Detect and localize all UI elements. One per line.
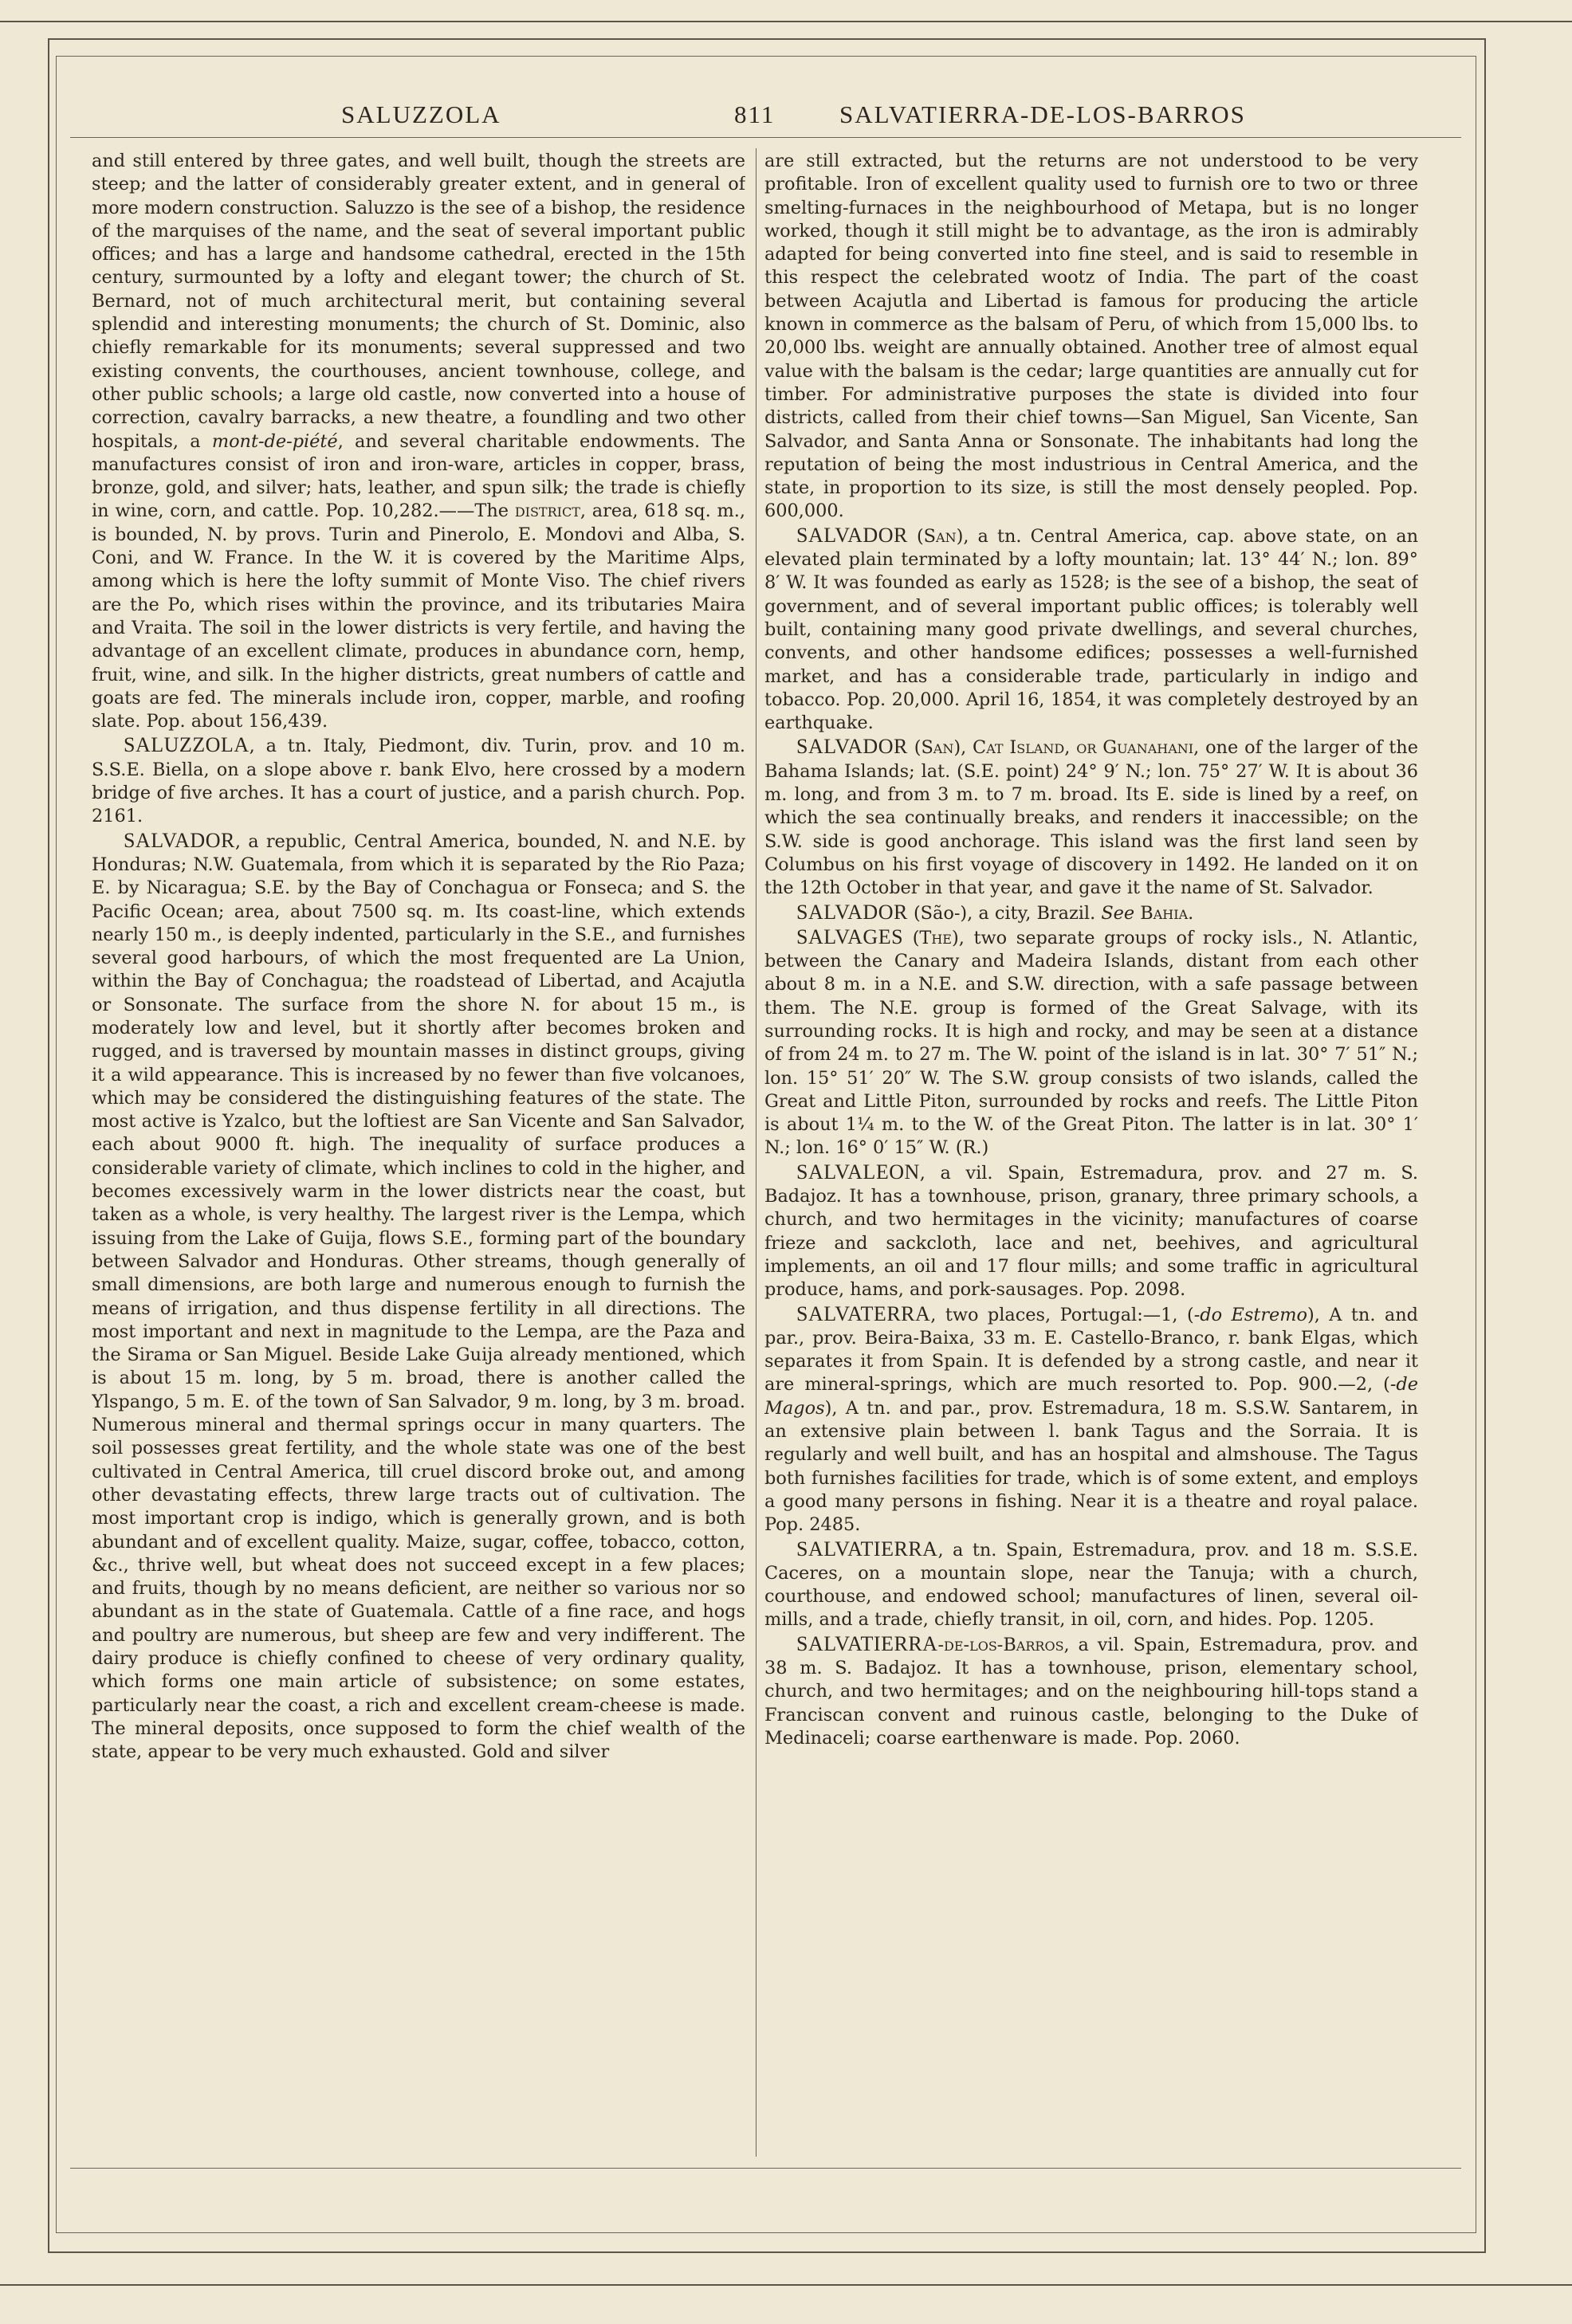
- salvador-continuation: are still extracted, but the returns are not understood to be very profitable. Iron of excellent quality used to furnish ore to two or three smelting-furnaces in the neighbourhood of Metapa, but is no longer worked, though it still might be to advantage, as the iron is admirably adapted for being converted into fine steel, and is said to resemble in this respect the celebrated wootz of India. The part of the coast between Acajutla and Libertad is famous for producing the article known in commerce as the balsam of Peru, of which from 15,000 lbs. to 20,000 lbs. weight are annually obtained. Another tree of almost equal value with the balsam is the cedar; large quantities are annually cut for timber. For administrative purposes the state is divided into four districts, called from their chief towns—San Miguel, San Vicente, San Salvador, and Santa Anna or Sonsonate. The inhabitants had long the reputation of being the most industrious in Central America, and the state, in proportion to its size, is still the most densely peopled. Pop. 600,000.: [764, 151, 1418, 522]
- entry-saluzzola: SALUZZOLA, a tn. Italy, Piedmont, div. Turin, prov. and 10 m. S.S.E. Biella, on a slope above r. bank Elvo, here crossed by a modern bridge of five arches. It has a court of justice, and a parish church. Pop. 2161.: [92, 733, 745, 827]
- right-column: [764, 150, 1418, 2158]
- header-left-word: SALUZZOLA: [341, 100, 501, 128]
- header-right-word: SALVATIERRA-DE-LOS-BARROS: [839, 100, 1246, 128]
- headword: SALVATIERRA: [796, 1631, 938, 1655]
- headword: SALVAGES: [796, 924, 904, 948]
- entry-salvatierra: SALVATIERRA, a tn. Spain, Estremadura, prov. and 18 m. S.S.E. Caceres, on a mountain slope, near the Tanuja; with a church, courthouse, and endowed school; manufactures of linen, several oil-mills, and a trade, chiefly transit, in oil, corn, and hides. Pop. 1205.: [764, 1537, 1418, 1631]
- page-number: 811: [734, 100, 776, 128]
- left-column: [92, 150, 745, 2158]
- headword: SALVADOR: [796, 735, 908, 759]
- headword: SALVADOR: [124, 828, 235, 852]
- entry-san-salvador: SALVADOR (San), a tn. Central America, cap. above state, on an elevated plain terminated by a lofty mountain; lat. 13° 44′ N.; lon. 89° 8′ W. It was founded as early as 1528; is the see of a bishop, the seat of government, and of several important public offices; is tolerably well built, containing many good private dwellings, and several churches, convents, and other handsome edifices; possesses a well-furnished market, and has a considerable trade, particularly in indigo and tobacco. Pop. 20,000. April 16, 1854, it was completely destroyed by an earthquake.: [764, 523, 1418, 734]
- entry-salvador-republic: SALVADOR, a republic, Central America, bounded, N. and N.E. by Honduras; N.W. Guatemala, from which it is separated by the Rio Paza; E. by Nicaragua; S.E. by the Bay of Conchagua or Fonseca; and S. the Pacific Ocean; area, about 7500 sq. m. Its coast-line, which extends nearly 150 m., is deeply indented, particularly in the S.E., and furnishes several good harbours, of which the most frequented are La Union, within the Bay of Conchagua; the roadstead of Libertad, and Acajutla or Sonsonate. The surface from the shore N. for about 15 m., is moderately low and level, but it shortly after becomes broken and rugged, and is traversed by mountain masses in distinct groups, giving it a wild appearance. This is increased by no fewer than five volcanoes, which may be considered the distinguishing features of the state. The most active is Yzalco, but the loftiest are San Vicente and San Salvador, each about 9000 ft. high. The inequality of surface produces a considerable variety of climate, which inclines to cold in the higher, and becomes excessively warm in the lower districts near the coast, but taken as a whole, is very healthy. The largest river is the Lempa, which issuing from the Lake of Guija, flows S.E., forming part of the boundary between Salvador and Honduras. Other streams, though generally of small dimensions, are both large and numerous enough to furnish the means of irrigation, and thus dispense fertility in all directions. The most important and next in magnitude to the Lempa, are the Paza and the Sirama or San Miguel. Beside Lake Guija already mentioned, which is about 15 m. long, by 5 m. broad, there is another called the Ylspango, 5 m. E. of the town of San Salvador, 9 m. long, by 3 m. broad. Numerous mineral and thermal springs occur in many quarters. The soil possesses great fertility, and the whole state was one of the best cultivated in Central America, till cruel discord broke out, and among other devastating effects, threw large tracts out of cultivation. The most important crop is indigo, which is generally grown, and is both abundant and of excellent quality. Maize, sugar, coffee, tobacco, cotton, &c., thrive well, but wheat does not succeed except in a few places; and fruits, though by no means deficient, are neither so various nor so abundant as in the state of Guatemala. Cattle of a fine race, and hogs and poultry are numerous, but sheep are few and very indifferent. The dairy produce is chiefly confined to cheese of very ordinary quality, which forms one main article of subsistence; on some estates, particularly near the coast, a rich and excellent cream-cheese is made. The mineral deposits, once supposed to form the chief wealth of the state, appear to be very much exhausted. Gold and silver: [92, 828, 745, 1763]
- bottom-border-rule: [0, 2284, 1572, 2286]
- header-rule: [70, 137, 1461, 138]
- headword: SALVALEON: [796, 1160, 920, 1184]
- headword: SALVATERRA: [796, 1301, 931, 1325]
- entry-salvaterra: SALVATERRA, two places, Portugal:—1, (-do Estremo), A tn. and par., prov. Beira-Baixa, 33 m. E. Castello-Branco, r. bank Elgas, which separates it from Spain. It is defended by a strong castle, and near it are mineral-springs, which are much resorted to. Pop. 900.—2, (-de Magos), A tn. and par., prov. Estremadura, 18 m. S.S.W. Santarem, in an extensive plain between l. bank Tagus and the Sorraia. It is regularly and well built, and has an hospital and almshouse. The Tagus both furnishes facilities for trade, which is of some extent, and employs a good many persons in fishing. Near it is a theatre and royal palace. Pop. 2485.: [764, 1301, 1418, 1536]
- running-header: [70, 97, 1461, 137]
- top-border-rule: [0, 21, 1572, 22]
- entry-salvatierra-de-los-barros: SALVATIERRA-de-los-Barros, a vil. Spain, Estremadura, prov. and 38 m. S. Badajoz. It has a townhouse, prison, elementary school, church, and two hermitages; and on the neighbouring hill-tops stand a Franciscan convent and ruinous castle, belonging to the Duke of Medinaceli; coarse earthenware is made. Pop. 2060.: [764, 1631, 1418, 1749]
- entry-salvador-sao: SALVADOR (São-), a city, Brazil. See Bahia.: [796, 900, 1194, 924]
- entry-salvages: SALVAGES (The), two separate groups of rocky isls., N. Atlantic, between the Canary and Madeira Islands, distant from each other about 8 m. in a N.E. and S.W. direction, with a safe passage between them. The N.E. group is formed of the Great Salvage, with its surrounding rocks. It is high and rocky, and may be seen at a distance of from 24 m. to 27 m. The W. point of the island is in lat. 30° 7′ 51″ N.; lon. 15° 51′ 20″ W. The S.W. group consists of two islands, called the Great and Little Piton, surrounded by rocks and reefs. The Little Piton is about 1¼ m. to the W. of the Great Piton. The latter is in lat. 30° 1′ N.; lon. 16° 0′ 15″ W. (R.): [764, 924, 1418, 1159]
- headword: SALVATIERRA: [796, 1537, 938, 1560]
- entry-salvaleon: SALVALEON, a vil. Spain, Estremadura, prov. and 27 m. S. Badajoz. It has a townhouse, prison, granary, three primary schools, a church, and two hermitages in the vicinity; manufactures of coarse frieze and sackcloth, lace and net, beehives, and agricultural implements, an oil and 17 flour mills; and some traffic in agricultural produce, hams, and pork-sausages. Pop. 2098.: [764, 1160, 1418, 1301]
- footer-rule: [70, 2168, 1461, 2169]
- headword: SALUZZOLA: [124, 733, 250, 757]
- headword: SALVADOR: [796, 900, 908, 924]
- headword: SALVADOR: [796, 523, 908, 547]
- entry-cat-island: SALVADOR (San), Cat Island, or Guanahani, one of the larger of the Bahama Islands; lat. (S.E. point) 24° 9′ N.; lon. 75° 27′ W. It is about 36 m. long, and from 3 m. to 7 m. broad. Its E. side is lined by a reef, on which the sea continually breaks, and renders it inaccessible; on the S.W. side is good anchorage. This island was the first land seen by Columbus on his first voyage of discovery in 1492. He landed on it on the 12th October in that year, and gave it the name of St. Salvador.: [764, 735, 1418, 899]
- saluzzo-continuation: and still entered by three gates, and well built, though the streets are steep; and the latter of considerably greater extent, and in general of more modern construction. Saluzzo is the see of a bishop, the residence of the marquises of the name, and the seat of several important public offices; and has a large and handsome cathedral, erected in the 15th century, surmounted by a lofty and elegant tower; the church of St. Bernard, not of much architectural merit, but containing several splendid and interesting monuments; the church of St. Dominic, also chiefly remarkable for its monuments; several suppressed and two existing convents, the courthouses, ancient townhouse, college, and other public schools; a large old castle, now converted into a house of correction, cavalry barracks, a new theatre, a foundling and two other hospitals, a mont-de-piété, and several charitable endowments. The manufactures consist of iron and iron-ware, articles in copper, brass, bronze, gold, and silver; hats, leather, and spun silk; the trade is chiefly in wine, corn, and cattle. Pop. 10,282.——The district, area, 618 sq. m., is bounded, N. by provs. Turin and Pinerolo, E. Mondovi and Alba, S. Coni, and W. France. In the W. it is covered by the Maritime Alps, among which is here the lofty summit of Monte Viso. The chief rivers are the Po, which rises within the province, and its tributaries Maira and Vraita. The soil in the lower districts is very fertile, and having the advantage of an excellent climate, produces in abundance corn, hemp, fruit, wine, and silk. In the higher districts, great numbers of cattle and goats are fed. The minerals include iron, copper, marble, and roofing slate. Pop. about 156,439.: [92, 151, 745, 732]
- column-divider: [756, 148, 757, 2157]
